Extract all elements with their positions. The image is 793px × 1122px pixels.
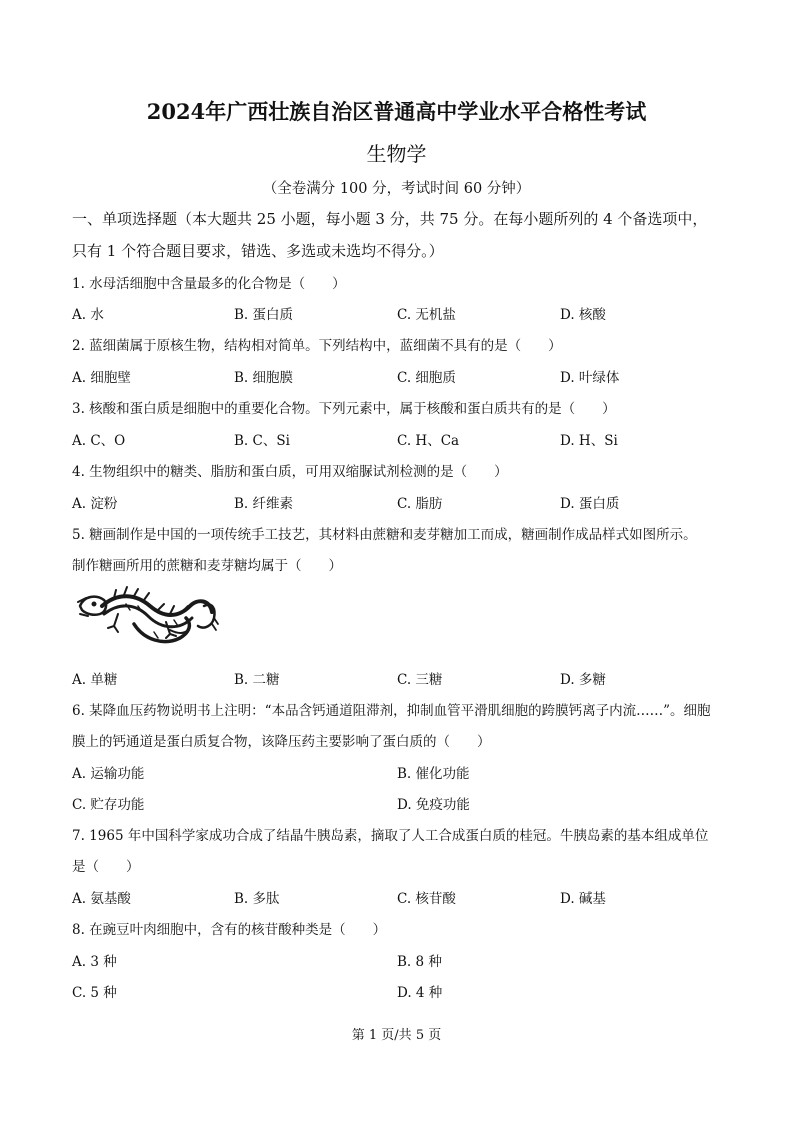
question-6-option-a: A. 运输功能 — [72, 766, 145, 782]
question-3-option-d: D. H、Si — [560, 433, 618, 449]
question-7-option-a: A. 氨基酸 — [72, 891, 131, 907]
question-4-option-a: A. 淀粉 — [72, 496, 118, 512]
question-4-option-c: C. 脂肪 — [397, 496, 443, 512]
question-2-option-d: D. 叶绿体 — [560, 370, 620, 386]
question-2-option-c: C. 细胞质 — [397, 370, 456, 386]
question-1-option-a: A. 水 — [72, 307, 104, 323]
question-8-stem: 8. 在豌豆叶肉细胞中，含有的核苷酸种类是（ ） — [72, 922, 387, 938]
question-3-stem: 3. 核酸和蛋白质是细胞中的重要化合物。下列元素中，属于核酸和蛋白质共有的是（ ） — [72, 401, 616, 417]
question-1-option-d: D. 核酸 — [560, 307, 606, 323]
question-7-option-b: B. 多肽 — [234, 891, 280, 907]
question-4-option-d: D. 蛋白质 — [560, 496, 620, 512]
exam-note: （全卷满分 100 分，考试时间 60 分钟） — [262, 181, 531, 197]
question-6-stem-line-1: 6. 某降血压药物说明书上注明：“本品含钙通道阻滞剂，抑制血管平滑肌细胞的跨膜钙离子内流……”。细胞 — [72, 703, 711, 719]
question-6-option-b: B. 催化功能 — [397, 766, 470, 782]
question-3-option-c: C. H、Ca — [397, 433, 460, 449]
question-7-option-d: D. 碱基 — [560, 891, 606, 907]
question-6-stem-line-2: 膜上的钙通道是蛋白质复合物，该降压药主要影响了蛋白质的（ ） — [72, 734, 491, 750]
question-2-option-a: A. 细胞壁 — [72, 370, 131, 386]
question-1-option-c: C. 无机盐 — [397, 307, 456, 323]
question-4-stem: 4. 生物组织中的糖类、脂肪和蛋白质，可用双缩脲试剂检测的是（ ） — [72, 464, 508, 480]
question-6-option-c: C. 贮存功能 — [72, 797, 145, 813]
question-5-stem-line-2: 制作糖画所用的蔗糖和麦芽糖均属于（ ） — [72, 558, 342, 574]
question-2-option-b: B. 细胞膜 — [234, 370, 294, 386]
question-8-option-d: D. 4 种 — [397, 985, 443, 1001]
page-footer: 第 1 页/共 5 页 — [351, 1028, 442, 1043]
question-1-stem: 1. 水母活细胞中含量最多的化合物是（ ） — [72, 276, 346, 292]
section-intro-line-2: 只有 1 个符合题目要求，错选、多选或未选均不得分。） — [72, 242, 444, 260]
question-2-stem: 2. 蓝细菌属于原核生物，结构相对简单。下列结构中，蓝细菌不具有的是（ ） — [72, 338, 562, 354]
question-1-option-b: B. 蛋白质 — [234, 307, 294, 323]
dragon-sugar-painting-icon — [74, 584, 220, 652]
question-3-option-b: B. C、Si — [234, 433, 290, 449]
exam-title: 2024年广西壮族自治区普通高中学业水平合格性考试 — [146, 99, 647, 124]
question-3-option-a: A. C、O — [72, 433, 126, 449]
question-5-option-b: B. 二糖 — [234, 672, 280, 688]
exam-subject: 生物学 — [366, 142, 427, 166]
question-5-stem-line-1: 5. 糖画制作是中国的一项传统手工技艺，其材料由蔗糖和麦芽糖加工而成，糖画制作成品样式如图所示。 — [72, 527, 697, 543]
question-8-option-b: B. 8 种 — [397, 954, 442, 970]
question-8-option-c: C. 5 种 — [72, 985, 117, 1001]
question-4-option-b: B. 纤维素 — [234, 496, 294, 512]
question-8-option-a: A. 3 种 — [72, 954, 117, 970]
question-5-option-a: A. 单糖 — [72, 672, 118, 688]
question-5-option-d: D. 多糖 — [560, 672, 606, 688]
question-6-option-d: D. 免疫功能 — [397, 797, 470, 813]
question-7-stem-line-1: 7. 1965 年中国科学家成功合成了结晶牛胰岛素，摘取了人工合成蛋白质的桂冠。牛胰岛素的基本组成单位 — [72, 828, 709, 844]
question-7-stem-line-2: 是（ ） — [72, 859, 140, 875]
question-5-option-c: C. 三糖 — [397, 672, 443, 688]
question-7-option-c: C. 核苷酸 — [397, 891, 456, 907]
section-intro-line-1: 一、单项选择题（本大题共 25 小题，每小题 3 分，共 75 分。在每小题所列的 4 个备选项中， — [72, 210, 708, 228]
